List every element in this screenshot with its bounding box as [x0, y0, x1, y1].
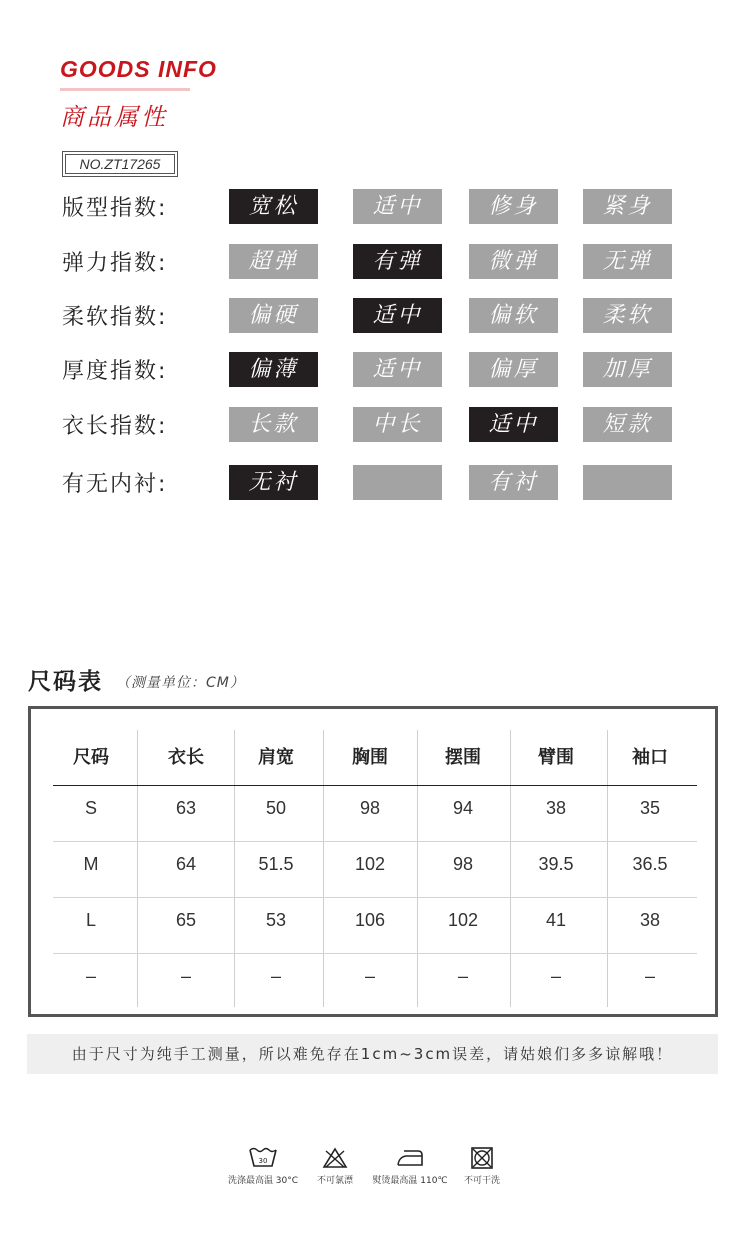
attr-option: [583, 465, 672, 500]
size-table-title: 尺码表: [28, 669, 103, 695]
goods-info-subtitle: 商品属性: [60, 103, 168, 131]
table-col-divider: [137, 730, 138, 1007]
table-cell: 38: [639, 910, 661, 930]
attr-option: 有弹: [353, 244, 442, 279]
wash-30-icon: [248, 1147, 278, 1169]
product-number-box: [62, 151, 178, 177]
table-cell: –: [550, 966, 561, 986]
attr-option: 偏软: [469, 298, 558, 333]
table-cell: 63: [175, 798, 197, 818]
attr-option: 无弹: [583, 244, 672, 279]
table-cell: 64: [175, 854, 197, 874]
size-table: [28, 706, 718, 1017]
attr-row-length: [60, 407, 700, 443]
table-cell: M: [83, 854, 99, 874]
care-item-iron: [366, 1147, 454, 1186]
care-label: 不可氯漂: [316, 1176, 353, 1186]
attr-row-thickness: [60, 352, 700, 388]
table-cell: 65: [175, 910, 197, 930]
table-cell: 50: [265, 798, 287, 818]
table-cell: S: [84, 798, 97, 818]
table-header-cell: 胸围: [352, 747, 388, 768]
table-row-divider: [53, 841, 697, 842]
attr-option: 超弹: [229, 244, 318, 279]
table-cell: 53: [265, 910, 287, 930]
table-row-divider: [53, 953, 697, 954]
attr-label: 厚度指数:: [62, 359, 168, 384]
table-cell: L: [85, 910, 96, 930]
care-item-wash: [222, 1147, 304, 1186]
no-bleach-icon: [322, 1147, 348, 1169]
table-header-cell: 衣长: [168, 747, 204, 768]
attr-option: 适中: [469, 407, 558, 442]
attr-option: [353, 465, 442, 500]
attr-option: 紧身: [583, 189, 672, 224]
attr-option: 修身: [469, 189, 558, 224]
wash-temp-text: 30: [258, 1157, 268, 1165]
table-cell: 36.5: [632, 854, 668, 874]
attr-row-elasticity: [60, 244, 700, 280]
table-cell: 102: [354, 854, 386, 874]
measurement-notice: 由于尺寸为纯手工测量，所以难免存在1cm~3cm误差，请姑娘们多多谅解哦！: [27, 1034, 718, 1074]
attr-option: 有衬: [469, 465, 558, 500]
table-cell: 39.5: [538, 854, 574, 874]
table-cell: 98: [359, 798, 381, 818]
attr-option: 适中: [353, 298, 442, 333]
care-item-bleach: [312, 1147, 358, 1186]
attr-option: 长款: [229, 407, 318, 442]
attr-option: 中长: [353, 407, 442, 442]
table-row-divider: [53, 897, 697, 898]
care-item-dry-clean: [459, 1147, 505, 1186]
attr-label: 柔软指数:: [62, 305, 168, 330]
table-header-cell: 尺码: [73, 747, 109, 768]
size-table-unit: （测量单位：CM）: [116, 675, 245, 691]
attr-option: 偏硬: [229, 298, 318, 333]
product-number: NO.ZT17265: [65, 154, 175, 174]
size-table-grid: [31, 709, 721, 1020]
attr-option: 偏薄: [229, 352, 318, 387]
table-cell: 35: [639, 798, 661, 818]
table-cell: 51.5: [258, 854, 294, 874]
table-cell: –: [364, 966, 375, 986]
goods-info-title: GOODS INFO: [60, 56, 217, 82]
attr-option: 偏厚: [469, 352, 558, 387]
table-cell: 98: [452, 854, 474, 874]
attr-option: 无衬: [229, 465, 318, 500]
attr-option: 宽松: [229, 189, 318, 224]
table-col-divider: [323, 730, 324, 1007]
table-cell: –: [85, 966, 96, 986]
table-cell: 94: [452, 798, 474, 818]
table-header-cell: 摆围: [445, 747, 481, 768]
attr-option: 适中: [353, 352, 442, 387]
attr-option: 短款: [583, 407, 672, 442]
attr-option: 加厚: [583, 352, 672, 387]
care-label: 洗涤最高温 30°C: [227, 1176, 299, 1186]
table-cell: –: [457, 966, 468, 986]
title-underline: [60, 88, 190, 91]
table-cell: 38: [545, 798, 567, 818]
attr-label: 弹力指数:: [62, 251, 168, 276]
attr-row-fit: [60, 189, 700, 225]
attr-option: 适中: [353, 189, 442, 224]
table-cell: 41: [545, 910, 567, 930]
attr-label: 版型指数:: [62, 196, 168, 221]
attr-row-softness: [60, 298, 700, 334]
care-label: 不可干洗: [463, 1176, 500, 1186]
table-cell: 106: [354, 910, 386, 930]
iron-110-icon: [396, 1147, 424, 1169]
attr-row-lining: [60, 465, 700, 501]
attr-option: 微弹: [469, 244, 558, 279]
table-cell: –: [270, 966, 281, 986]
table-header-cell: 袖口: [632, 747, 668, 768]
table-header-cell: 肩宽: [258, 747, 294, 768]
attr-option: 柔软: [583, 298, 672, 333]
table-cell: –: [180, 966, 191, 986]
table-cell: 102: [447, 910, 479, 930]
care-label: 熨烫最高温 110℃: [372, 1176, 448, 1186]
attr-label: 衣长指数:: [62, 414, 168, 439]
attr-label: 有无内衬:: [62, 472, 168, 497]
table-header-cell: 臂围: [538, 747, 574, 768]
table-header-divider: [53, 785, 697, 786]
no-dry-clean-icon: [470, 1147, 494, 1169]
table-cell: –: [644, 966, 655, 986]
